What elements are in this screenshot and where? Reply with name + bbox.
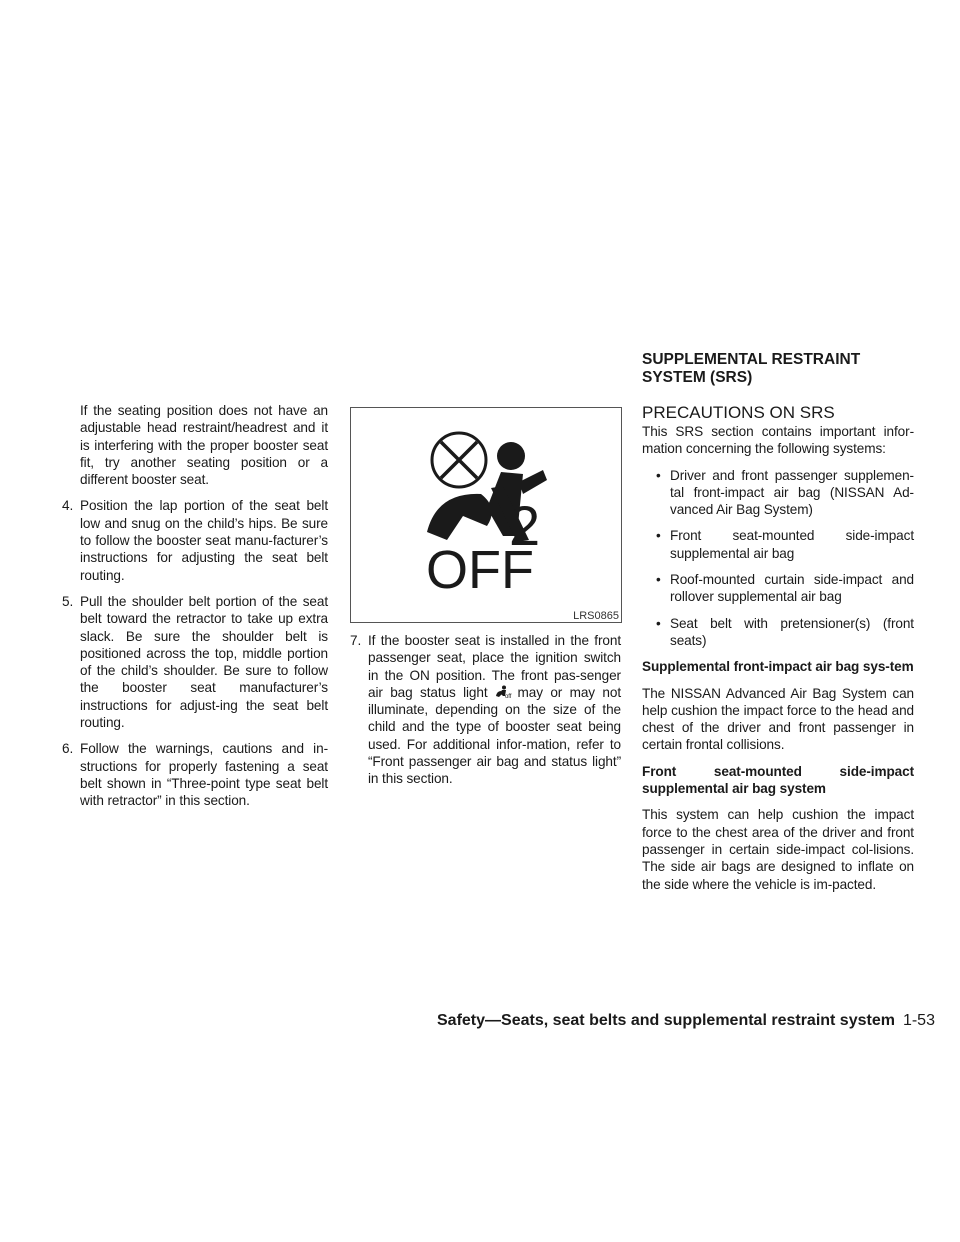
bullet-item: [642, 615, 914, 650]
bullet-dot: •: [656, 528, 661, 544]
intro-paragraph: This SRS section contains important infor-mation concerning the following systems:: [642, 424, 914, 457]
list-item: [62, 497, 328, 583]
list-item: [62, 593, 328, 731]
list-text-part: If the booster seat is installed in the front passenger seat, place the ignition switch in the ON position. The front pas-senger air bag status light: [368, 633, 621, 700]
figure-off-label: OFF: [426, 540, 534, 600]
list-item: [62, 740, 328, 809]
bullet-dot: •: [656, 467, 661, 483]
page-number: 1-53: [902, 1012, 935, 1029]
subheading: Front seat-mounted side-impact supplemental air bag system: [642, 763, 914, 797]
bullet-text: Driver and front passenger supplemen-tal front-impact air bag (NISSAN Ad-vanced Air Bag System): [670, 467, 914, 518]
list-number: 7.: [350, 633, 362, 648]
list-text: Position the lap portion of the seat belt low and snug on the child’s hips. Be sure to follow the booster seat manu-facturer’s instructions for adjusting the seat belt routing.: [80, 498, 328, 583]
list-item: [350, 632, 621, 788]
section-title: SUPPLEMENTAL RESTRAINT SYSTEM (SRS): [642, 351, 861, 386]
list-number: 6.: [62, 741, 74, 757]
bullet-item: [642, 571, 914, 606]
paragraph: This system can help cushion the impact force to the chest area of the driver and front passenger in certain side-impact col-lisions. The side air bags are designed to inflate on the side where the vehicle is im-pacted.: [642, 807, 914, 892]
page-footer: [437, 1012, 935, 1030]
bullet-item: [642, 467, 914, 519]
bullet-dot: •: [656, 615, 661, 631]
list-text: [368, 632, 621, 788]
list-text: Follow the warnings, cautions and in-structions for properly fastening a seat belt shown in “Three-point type seat belt with retractor” in this section.: [80, 741, 328, 809]
continued-paragraph: If the seating position does not have an adjustable head restraint/headrest and it is interfering with the proper booster seat fit, try another seating position or a different booster seat.: [80, 403, 328, 488]
column-middle: [350, 632, 621, 788]
list-number: 4.: [62, 498, 74, 514]
airbag-off-icon: [351, 408, 621, 622]
list-number: 5.: [62, 593, 74, 609]
bullet-text: Front seat-mounted side-impact supplemental air bag: [670, 528, 914, 561]
bullet-text: Roof-mounted curtain side-impact and rollover supplemental air bag: [670, 572, 914, 605]
bullet-dot: •: [656, 572, 661, 588]
footer-title: Safety—Seats, seat belts and supplemental restraint system: [437, 1012, 895, 1029]
passenger-airbag-status-icon: [494, 685, 510, 699]
paragraph: The NISSAN Advanced Air Bag System can help cushion the impact force to the head and chest of the driver and front passenger in certain frontal collisions.: [642, 685, 914, 753]
column-right: [642, 420, 914, 893]
column-left: [62, 402, 328, 810]
svg-text:off: off: [504, 693, 511, 700]
list-text-part: may or may not illuminate, depending on the size of the child and the type of booster seat being used. For additional infor-mation, refer to “Front passenger air bag and status light” in this section.: [368, 684, 622, 787]
subheading: Supplemental front-impact air bag sys-tem: [642, 659, 914, 675]
section-subtitle: PRECAUTIONS ON SRS: [642, 403, 835, 422]
bullet-item: [642, 527, 914, 562]
airbag-off-figure: [350, 407, 622, 623]
figure-number-label: 2: [509, 494, 541, 557]
bullet-text: Seat belt with pretensioner(s) (front seats): [670, 615, 914, 648]
figure-code: LRS0865: [573, 610, 619, 622]
list-text: Pull the shoulder belt portion of the seat belt toward the retractor to take up extra slack. Be sure the shoulder belt is positioned across the top, middle portion of the child’s shoulder. Be sure to follow the booster seat manufacturer’s instructions for adjust-ing the seat belt routing.: [80, 593, 328, 731]
